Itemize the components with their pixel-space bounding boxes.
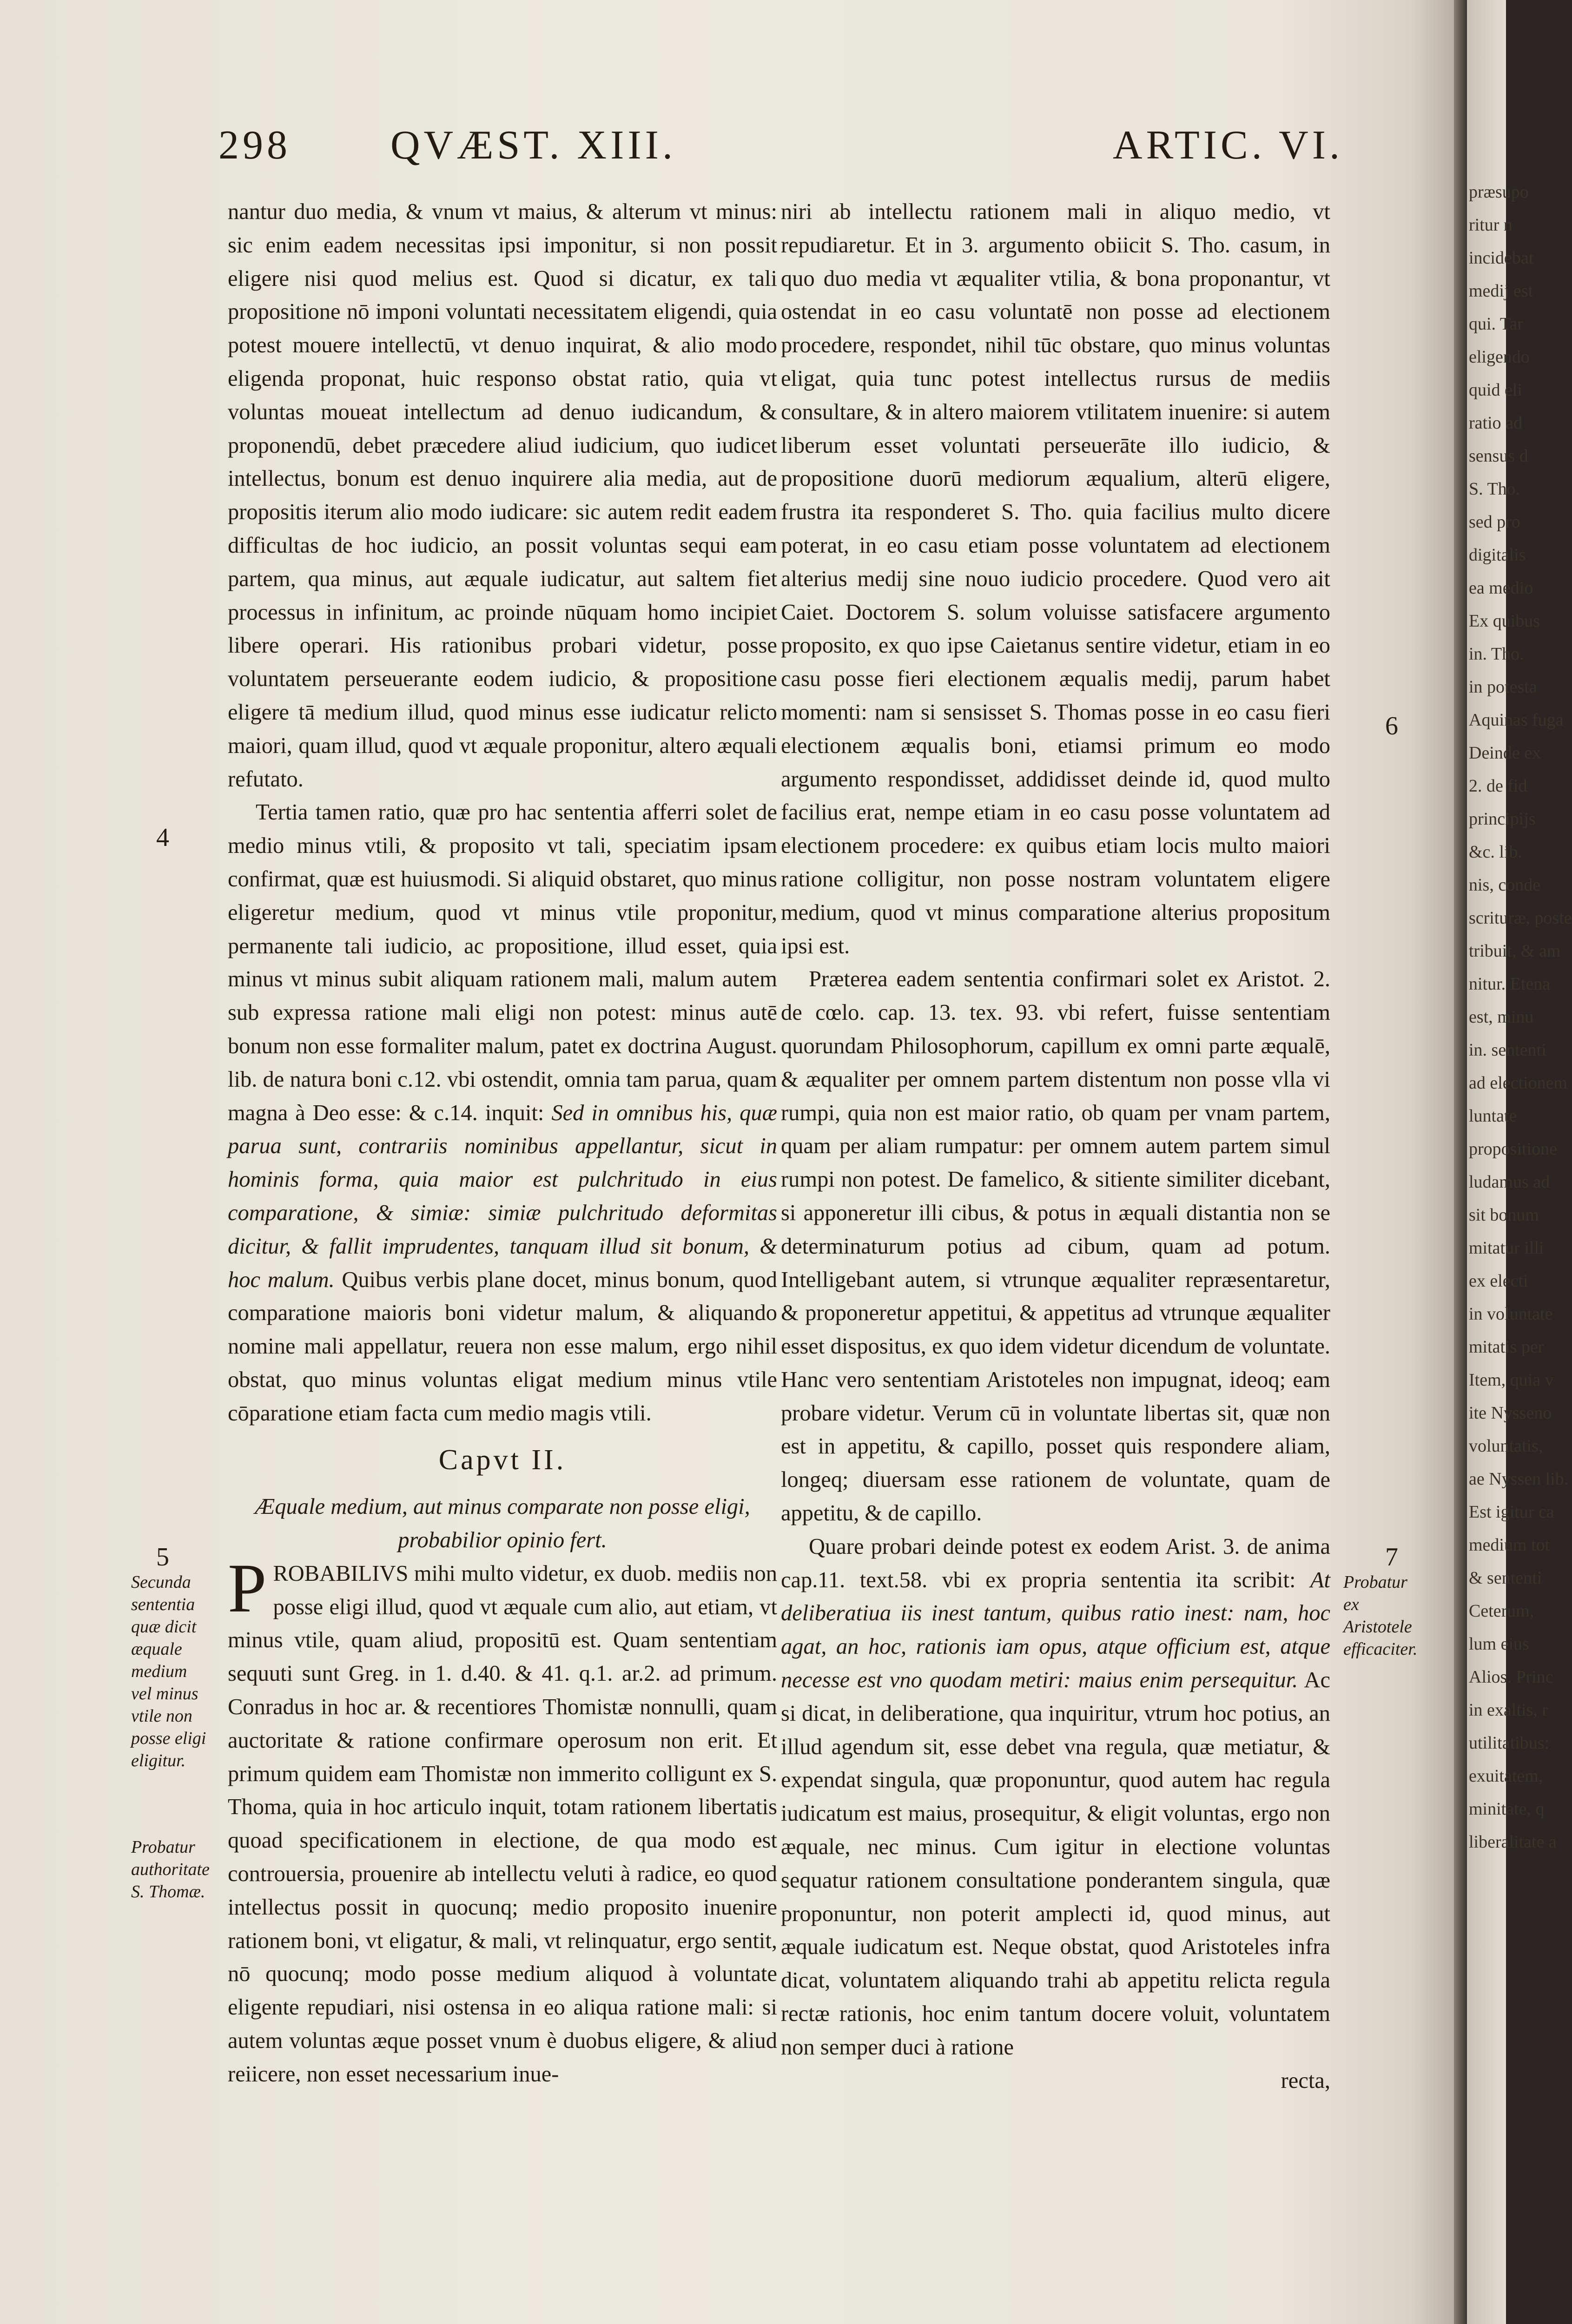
paragraph: nantur duo media, & vnum vt maius, & alterum vt minus: sic enim eadem necessitas ipsi imponitur, si non possit eligere nisi quod melius est. Quod si dicatur, ex tali propositione nō imponi voluntati necessitatem eligendi, quia potest mouere intellectū, vt denuo inquirat, & alio modo eligenda proponat, huic responso obstat ratio, quia vt voluntas moueat intellectum ad denuo iudicandum, & proponendū, debet præcedere aliud iudicium, quo iudicet intellectus, bonum est denuo inquirere alia media, aut de propositis iterum alio modo iudicare: sic autem redit eadem difficultas de hoc iudicio, an possit voluntas sequi eam partem, qua minus, aut æquale iudicatur, aut saltem fiet processus in infinitum, ac proinde nūquam homo incipiet libere operari. His rationibus probari videtur, posse voluntatem perseuerante eodem iudicio, & propositione eligere tā medium illud, quod minus esse iudicatur relicto maiori, quam illud, quod vt æquale proponitur, altero æquali refutato. xyxy=(228,199,777,792)
text-run: Tertia tamen ratio, quæ pro hac sententia afferri solet de medio minus vtili, & proposito vt tali, speciatim ipsam confirmat, quæ est huiusmodi. Si aliquid obstaret, quo minus eligeretur medium, quod vt minus vtile proponitur, permanente tali iudicio, ac propositione, illud esset, quia minus vt minus subit aliquam rationem mali, malum autem sub expressa ratione mali eligi non potest: minus autē bonum non esse formaliter malum, patet ex doctrina August. lib. de natura boni c.12. vbi ostendit, omnia tam parua, quam magna à Deo esse: & c.14. inquit: xyxy=(228,800,777,1125)
margin-note: Probatur authoritate S. Thomæ. xyxy=(131,1837,210,1901)
margin-number: 6 xyxy=(1385,712,1398,740)
margin-number: 7 xyxy=(1385,1543,1398,1571)
facing-page-fragment: in. sententi xyxy=(1469,1040,1546,1060)
facing-page-fragment: digitalis xyxy=(1469,545,1526,565)
facing-page-edge xyxy=(1467,0,1572,2324)
facing-page-fragment: sit bonum xyxy=(1469,1205,1539,1225)
right-column xyxy=(781,195,1330,2097)
facing-page-fragment: eligendo xyxy=(1469,347,1530,367)
paragraph: Præterea eadem sententia confirmari solet ex Aristot. 2. de cœlo. cap. 13. tex. 93. vbi refert, fuisse sententiam quorundam Philosophorum, capillum ex omni parte æqualē, & æqualiter per omnem partem distentum non posse vlla vi rumpi, quia non est maior ratio, ob quam per vnam partem, quam per aliam rumpatur: per omnem autem partem simul rumpi non potest. De famelico, & sitiente similiter dicebant, si apponeretur illi cibus, & potus in æquali distantia non se determinaturum potius ad cibum, quam ad potum. Intelligebant autem, si vtrunque æqualiter repræsentaretur, & proponeretur appetitui, & appetitus ad vtrunque æqualiter esset dispositus, ex quo idem videtur dicendum de voluntate. Hanc vero sententiam Aristoteles non impugnat, ideoq; eam probare videtur. Verum cū in voluntate libertas sit, quæ non est in appetitu, & capillo, posset quis respondere aliam, longeq; diuersam esse rationem de voluntate, quam de appetitu, & de capillo. xyxy=(781,967,1330,1526)
facing-page-fragment: Deinde ex xyxy=(1469,743,1541,763)
facing-page-fragment: liberalitate a xyxy=(1469,1832,1557,1852)
running-header xyxy=(218,122,1343,173)
facing-page-fragment: tribuit, & am xyxy=(1469,941,1561,961)
facing-page-fragment: lum eius xyxy=(1469,1634,1529,1654)
facing-page-fragment: principijs xyxy=(1469,809,1536,829)
text-run: Quibus verbis plane docet, minus bonum, quod comparatione maioris boni videtur malum, & aliquando nomine mali appellatur, reuera non esse malum, ergo nihil obstat, quo minus voluntas eligat medium minus vtile cōparatione etiam facta cum medio magis vtili. xyxy=(228,1267,777,1426)
drop-cap: P xyxy=(228,1549,267,1627)
facing-page-fragment: medij est xyxy=(1469,281,1533,301)
facing-page-fragment: propositione xyxy=(1469,1139,1557,1159)
margin-number: 4 xyxy=(156,823,169,852)
facing-page-fragment: incidebat xyxy=(1469,248,1534,268)
facing-page-fragment: Ex quibus xyxy=(1469,611,1540,631)
chapter-title: Æquale medium, aut minus comparate non posse eligi, probabilior opinio fert. xyxy=(255,1494,750,1553)
facing-page-fragment: in potesta xyxy=(1469,677,1537,697)
facing-page-fragment: præsupo xyxy=(1469,182,1529,202)
text-run: ROBABILIVS mihi multo videtur, ex duob. mediis non posse eligi illud, quod vt æquale cum alio, aut etiam, vt minus vtile, quam aliud, propositū est. Quam sententiam sequuti sunt Greg. in 1. d.40. & 41. q.1. ar.2. ad primum. Conradus in hoc ar. & recentiores Thomistæ nonnulli, quam auctoritate & ratione confirmare operosum non erit. Et primum quidem eam Thomistæ non immerito colligunt ex S. Thoma, quia in hoc articulo inquit, totam rationem libertatis quoad specificationem in electione, de qua modo est controuersia, prouenire ab intellectu veluti à radice, eo quod intellectus possit in quocunq; medio proposito inuenire rationem boni, vt eligatur, & mali, vt relinquatur, ergo sentit, nō quocunq; modo posse medium aliquod à voluntate eligente repudiari, nisi ostensa in eo aliqua ratione mali: si autem voluntas æque posset vnum è duobus eligere, & aliud reiicere, non esset necessarium inue- xyxy=(228,1561,777,2086)
paragraph xyxy=(781,1530,1330,2064)
facing-page-fragment: sed pro xyxy=(1469,512,1520,532)
paragraph: niri ab intellectu rationem mali in aliquo medio, vt repudiaretur. Et in 3. argumento obiicit S. Tho. casum, in quo duo media vt æqualiter vtilia, & bona proponantur, vt ostendat in eo casu voluntatē non posse ad electionem procedere, respondet, nihil tūc obstare, quo minus voluntas eligat, quia tunc potest intellectus rursus de mediis consultare, & in altero maiorem vtilitatem inuenire: si autem liberum esset voluntati perseuerāte illo iudicio, & propositione duorū mediorum æqualium, alterū eligere, frustra ita responderet S. Tho. quia facilius multo dicere poterat, in eo casu etiam posse voluntatem ad electionem alterius medij sine nouo iudicio procedere. Quod vero ait Caiet. Doctorem S. solum voluisse satisfacere argumento proposito, ex quo ipse Caietanus sentire videtur, etiam in eo casu posse fieri electionem æqualis medij, parum habet momenti: nam si sensisset S. Thomas posse in eo casu fieri electionem æqualis boni, etiamsi primum eo modo argumento respondisset, addidisset deinde id, quod multo facilius erat, nempe etiam in eo casu posse voluntatem ad electionem procedere: ex quibus etiam locis multo maiori ratione colligitur, non posse nostram voluntatem eligere medium, quod vt minus comparatione alterius propositum ipsi est. xyxy=(781,199,1330,958)
facing-page-fragment: Ceterum, xyxy=(1469,1601,1534,1621)
facing-page-fragment: Alios. Princ xyxy=(1469,1667,1553,1687)
facing-page-fragment: nis, conde xyxy=(1469,875,1541,895)
quotation: Sed in omnibus his, quæ parua sunt, contrariis nominibus appellantur, sicut in hominis forma, quia maior est pulchritudo in eius comparatione, & simiæ: simiæ pulchritudo deformitas dicitur, & fallit imprudentes, tanquam illud sit bonum, & hoc malum. xyxy=(228,1100,777,1292)
paragraph xyxy=(228,1549,777,2091)
catchword: recta, xyxy=(1281,2068,1330,2093)
facing-page-fragment: nitur. Etena xyxy=(1469,974,1551,994)
facing-page-fragment: ritur n xyxy=(1469,215,1513,235)
facing-page-fragment: in exaltis, r xyxy=(1469,1700,1548,1720)
facing-page-fragment: in voluntate xyxy=(1469,1304,1553,1324)
facing-page-fragment: Est igitur ca xyxy=(1469,1502,1554,1522)
left-column xyxy=(228,195,777,2091)
question-heading: QVÆST. XIII. xyxy=(390,123,676,168)
facing-page-fragment: utilitatibus: xyxy=(1469,1733,1550,1753)
facing-page-fragment: exuitatem, xyxy=(1469,1766,1543,1786)
margin-note: Secunda sententia quæ dicit æquale medium vel minus vtile non posse eligi eligitur. xyxy=(131,1572,206,1770)
facing-page-fragment: ite Nysseno xyxy=(1469,1403,1552,1423)
facing-page-fragment: ad electionem xyxy=(1469,1073,1568,1093)
facing-page-fragment: ae Nyssen lib. xyxy=(1469,1469,1569,1489)
article-heading: ARTIC. VI. xyxy=(1113,123,1343,168)
text-run: Ac si dicat, in deliberatione, qua inquiritur, vtrum hoc potius, an illud agendum sit, esse debet vna regula, quæ metiatur, & expendat singula, quæ proponuntur, quod autem hac regula iudicatum est maius, prosequitur, & eligit voluntas, ergo non æquale, nec minus. Cum igitur in electione voluntas sequatur rationem consultatione ponderantem singula, quæ proponuntur, non poterit amplecti id, quod minus, aut æquale iudicatum est. Neque obstat, quod Aristoteles infra dicat, voluntatem aliquando trahi ab appetitu relicta regula rectæ rationis, hoc enim tantum docere voluit, voluntatem non semper duci à ratione xyxy=(781,1668,1331,2060)
margin-number: 5 xyxy=(156,1543,169,1571)
facing-page-fragment: minitate, q xyxy=(1469,1799,1545,1819)
facing-page-fragment: quid eli xyxy=(1469,380,1523,400)
facing-page-fragment: Item, quia v xyxy=(1469,1370,1554,1390)
book-gutter xyxy=(1454,0,1467,2324)
paragraph xyxy=(228,796,777,1430)
facing-page-fragment: scrituræ, poste xyxy=(1469,908,1572,928)
facing-page-fragment: voluntatis, xyxy=(1469,1436,1543,1456)
page-number: 298 xyxy=(218,123,291,168)
facing-page-fragment: &c. lib. xyxy=(1469,842,1523,862)
text-run: Quare probari deinde potest ex eodem Arist. 3. de anima cap.11. text.58. vbi ex propria sententia ita scribit: xyxy=(781,1534,1330,1592)
facing-page-fragment: sensus d xyxy=(1469,446,1528,466)
facing-page-fragment: ratio ad xyxy=(1469,413,1523,433)
facing-page-fragment: in. Tho. xyxy=(1469,644,1524,664)
margin-note: Probatur ex Aristotele efficaciter. xyxy=(1343,1572,1418,1659)
facing-page-fragment: ea medio xyxy=(1469,578,1533,598)
facing-page-fragment: mitatis per xyxy=(1469,1337,1544,1357)
chapter-heading: Capvt II. xyxy=(438,1444,567,1476)
facing-page-fragment: luntate xyxy=(1469,1106,1517,1126)
quotation: At deliberatiua iis inest tantum, quibus ratio inest: nam, hoc agat, an hoc, rationis iam opus, atque officium est, atque necesse est vno quodam metiri: maius enim persequitur. xyxy=(781,1567,1331,1693)
facing-page-fragment: medium tot xyxy=(1469,1535,1550,1555)
facing-page-fragment: ludamus ad xyxy=(1469,1172,1550,1192)
facing-page-fragment: ex electi xyxy=(1469,1271,1528,1291)
facing-page-fragment: mitatur illi xyxy=(1469,1238,1544,1258)
facing-page-fragment: & sententi xyxy=(1469,1568,1542,1588)
facing-page-fragment: est, minu xyxy=(1469,1007,1534,1027)
facing-page-fragment: S. Tho. xyxy=(1469,479,1520,499)
facing-page-fragment: qui. Tar xyxy=(1469,314,1523,334)
facing-page-fragment: Aquinas fuga xyxy=(1469,710,1564,730)
facing-page-fragment: 2. de fid xyxy=(1469,776,1527,796)
